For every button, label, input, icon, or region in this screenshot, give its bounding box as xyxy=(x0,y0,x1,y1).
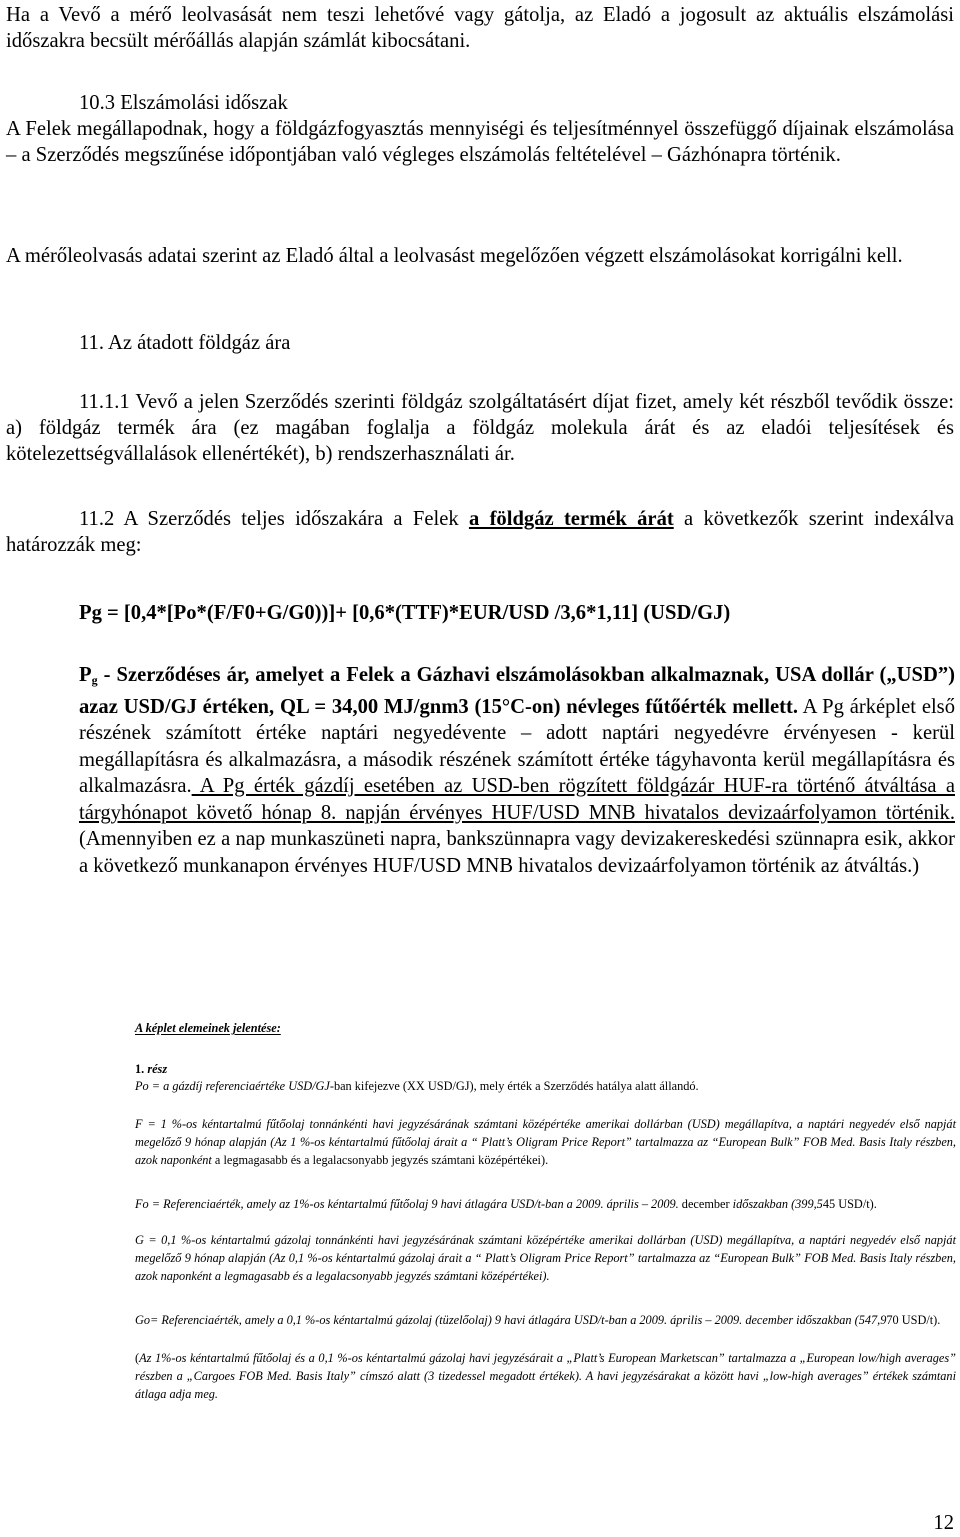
pg-subscript: g xyxy=(91,673,98,687)
section-11-2-text xyxy=(6,506,954,558)
f-definition xyxy=(135,1115,956,1169)
go-text-c: 70 USD/t). xyxy=(886,1313,941,1327)
fo-text-a: Fo = Referenciaérték, amely az 1%-os kéntartalmú fűtőolaj 9 havi átlagára USD/t-ban a 2009. április – 2009. xyxy=(135,1197,679,1211)
f-text-a: F = 1 %-os kéntartalmú fűtőolaj tonnánkénti havi jegyzésárának számtani középértéke amerikai dollárban (USD) megállapítva, a naptári negyedév első napját megelőző 9 hónap alapján (Az 1 %-os kéntartalmú fűtőolaj árait a “ Platt’s Oligram Price Report” tartalmazza az “European Bulk” FOB Med. Basis Italy részben, azok naponként xyxy=(135,1117,956,1167)
pg-bold-text: - Szerződéses ár, amelyet a Felek a Gázhavi elszámolásokban alkalmaznak, USA dollár („USD”) azaz USD/GJ értéken, QL = 34,00 MJ/gnm3 (15°C-on) névleges fűtőérték mellett. xyxy=(79,664,955,718)
section-10-3-text: A Felek megállapodnak, hogy a földgázfogyasztás mennyiségi és teljesítménnyel összefüggő díjainak elszámolása – a Szerződés megszűnése időpontjában való végleges elszámolás feltételével – Gázhónapra történik. xyxy=(6,118,954,166)
pg-underlined-text: A Pg érték gázdíj esetében az USD-ben rögzített földgázár HUF-ra történő átváltása a tárgyhónapot követő hónap 8. napján érvényes HUF/USD MNB hivatalos devizaárfolyamon történik. xyxy=(79,775,955,824)
section-10-3-heading: 10.3 Elszámolási időszak xyxy=(79,92,288,114)
price-formula: Pg = [0,4*[Po*(F/F0+G/G0))]+ [0,6*(TTF)*EUR/USD /3,6*1,11] (USD/GJ) xyxy=(79,602,731,624)
go-text-a: Go= Referenciaérték, amely a 0,1 %-os kéntartalmú gázolaj (tüzelőolaj) 9 havi átlagára USD/t-ban a 2009. április – xyxy=(135,1313,712,1327)
section-11-1-1-text: 11.1.1 Vevő a jelen Szerződés szerinti földgáz szolgáltatásért díjat fizet, amely két részből tevődik össze: a) földgáz termék ára (ez magában foglalja a földgáz molekula árát és az eladói teljesítések és kötelezettségvállalások ellenértékét), b) rendszerhasználati ár. xyxy=(6,391,954,465)
po-definition xyxy=(135,1077,956,1095)
section-11-2-after: a következők szerint indexálva határozzák meg: xyxy=(6,508,954,556)
g-text-a: G = 0,1 %-os kéntartalmú gázolaj tonnánkénti havi jegyzésárának számtani középértéke amerikai dollárban (USD) megállapítva, a naptári negyedév első napját megelőző 9 hónap alapján ( xyxy=(135,1233,956,1265)
part-1-word: rész xyxy=(147,1062,168,1076)
pg-definition-block xyxy=(79,662,955,879)
platts-note-paren: ( xyxy=(135,1351,140,1365)
part-1-number: 1. xyxy=(135,1062,145,1076)
part-1-label xyxy=(135,1060,956,1078)
g-text-b: Az 0,1 %-os kéntartalmú gázolaj árait a “ Platt’s Oligram Price Report” tartalmazza az “European Bulk” FOB Med. Basis Italy részben, azok naponként a legmagasabb és a legalacsonyabb jegyzés számtani középértékei). xyxy=(135,1251,956,1283)
fo-text-d: 45 USD/t). xyxy=(822,1197,877,1211)
pg-tail-text: (Amennyiben ez a nap munkaszüneti napra, bankszünnapra vagy devizakereskedési szünnapra esik, akkor a következő munkanapon érvényes HUF/USD MNB hivatalos devizaárfolyamon történik az átváltás.) xyxy=(79,828,955,877)
notes-heading xyxy=(135,1019,956,1037)
f-text-b: a legmagasabb és a legalacsonyabb jegyzés számtani középértékei). xyxy=(211,1153,549,1167)
pg-symbol: P xyxy=(79,664,92,686)
page-number: 12 xyxy=(933,1512,954,1534)
section-11-2-before: 11.2 A Szerződés teljes időszakára a Felek xyxy=(79,508,469,530)
fo-text-c: időszakban (399,5 xyxy=(732,1197,823,1211)
fo-definition xyxy=(135,1195,956,1213)
go-definition xyxy=(135,1311,956,1329)
section-11-heading: 11. Az átadott földgáz ára xyxy=(79,332,291,354)
po-text-a: Po = a gázdíj referenciaértéke USD/GJ xyxy=(135,1079,330,1093)
po-text-b: -ban kifejezve (XX USD/GJ), mely érték a Szerződés hatálya alatt állandó. xyxy=(329,1079,699,1093)
paragraph-meter-correction: A mérőleolvasás adatai szerint az Eladó által a leolvasást megelőzően végzett elszámolásokat korrigálni kell. xyxy=(6,245,903,267)
notes-heading-text: A képlet elemeinek jelentése: xyxy=(135,1021,281,1035)
platts-note xyxy=(135,1349,956,1403)
section-11-2-underlined: a földgáz termék árát xyxy=(468,508,674,530)
pg-normal-text: A Pg árképlet első részének számított értéke naptári negyedévente – adott naptári negyedévre érvényesen - kerül megállapításra és alkalmazásra, a második részének számított értéke tágyhavonta kerül megállapításra és alkalmazásra. xyxy=(79,695,955,797)
go-text-b: 2009. december időszakban (547,9 xyxy=(711,1313,887,1327)
fo-text-b: december xyxy=(678,1197,733,1211)
platts-note-text: Az 1%-os kéntartalmú fűtőolaj és a 0,1 %-os kéntartalmú gázolaj havi jegyzésárait a „Platt’s European Marketscan” tartalmazza a „European low/high averages” részben a „Cargoes FOB Med. Basis Italy” címszó alatt (3 tizedessel megadott értékek). A havi jegyzésárakat a között havi „low-high averages” értékek számtani átlaga adja meg. xyxy=(135,1351,956,1401)
g-definition xyxy=(135,1231,956,1285)
paragraph-meter-reading: Ha a Vevő a mérő leolvasását nem teszi lehetővé vagy gátolja, az Eladó a jogosult az aktuális elszámolási időszakra becsült mérőállás alapján számlát kibocsátani. xyxy=(6,4,954,52)
